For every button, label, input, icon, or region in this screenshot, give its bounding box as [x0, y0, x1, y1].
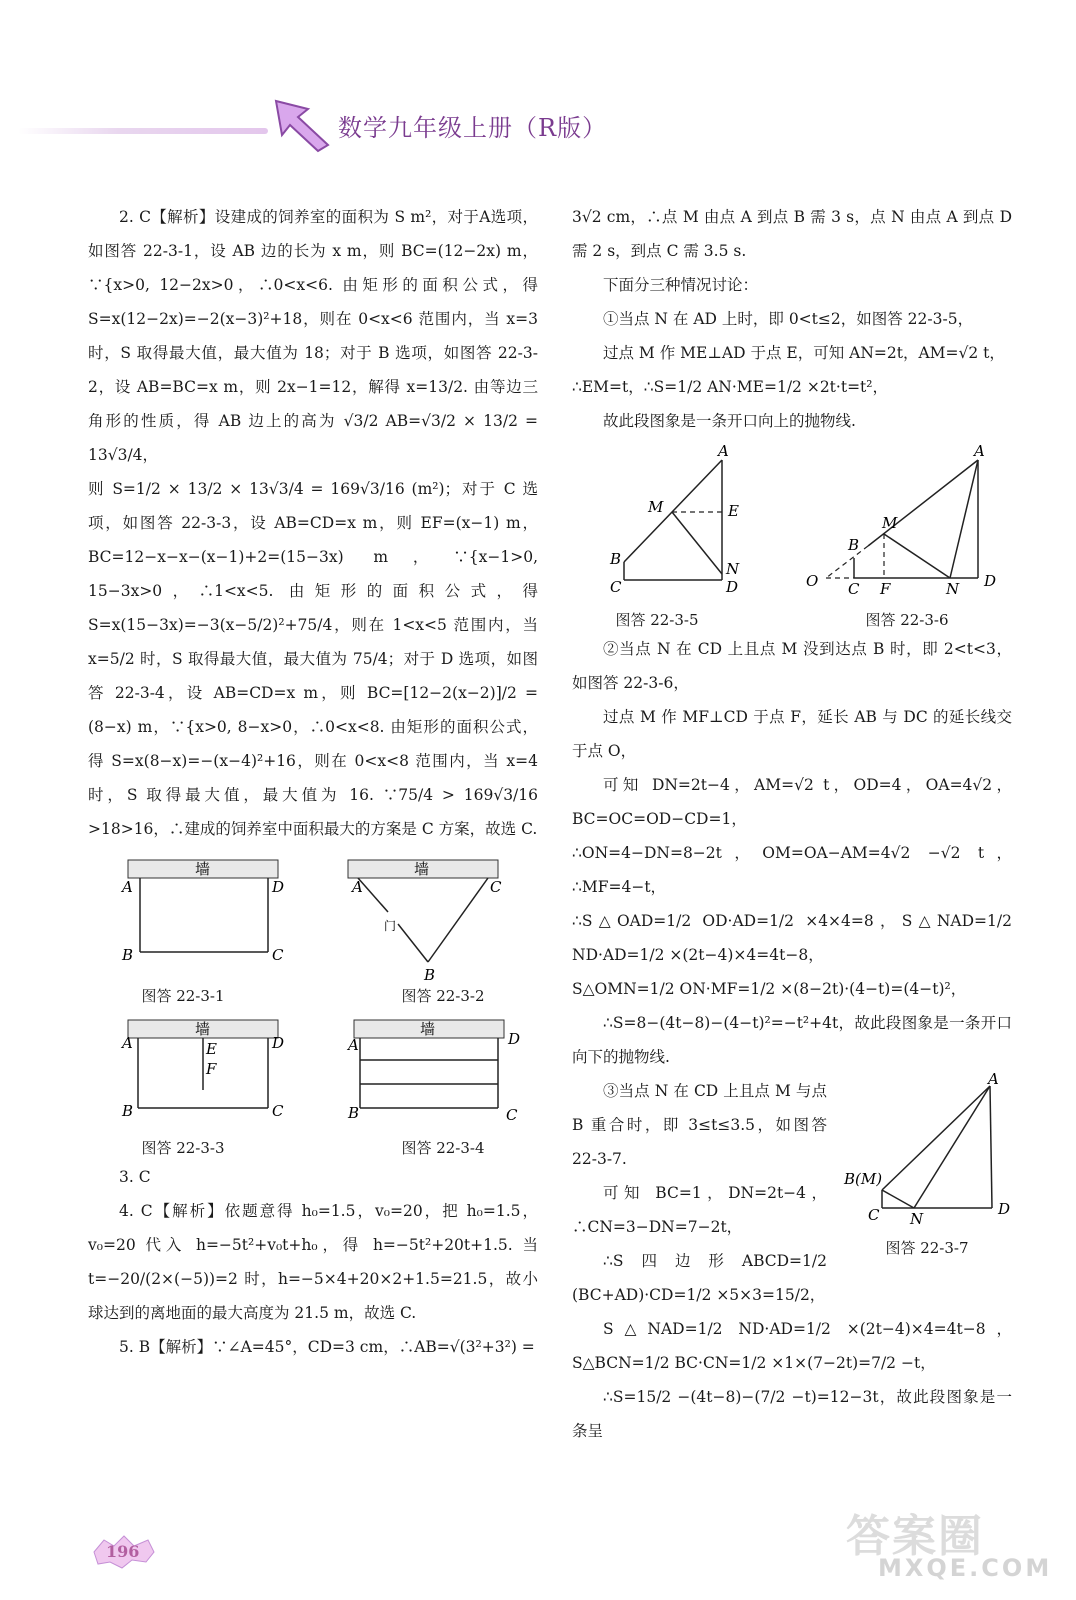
case-3-block [572, 1070, 1012, 1448]
answer-2-part-1: 2. C【解析】设建成的饲养室的面积为 S m²，对于A选项，如图答 22-3-1，设 AB 边的长为 x m，则 BC=(12−2x) m，∵{x>0, 12−2x>0，∴0<x<6. 由矩形的面积公式，得 S=x(12−2x)=−2(x−3)²+18，则在 0<x<6 范围内，当 x=3 时，S 取得最大值，最大值为 18；对于 B 选项，如图答 22-3-2，设 AB=BC=x m，则 2x−1=12，解得 x=13/2. 由等边三角形的性质，得 AB 边上的高为 √3/2 AB=√3/2 × 13/2 = 13√3/4， [88, 208, 538, 464]
watermark-url: MXQE.COM [878, 1554, 1053, 1582]
svg-text:C: C [868, 1206, 880, 1224]
svg-text:E: E [728, 502, 739, 520]
svg-text:E: E [206, 1040, 217, 1058]
case-1-heading: ①当点 N 在 AD 上时，即 0<t≤2，如图答 22-3-5， [603, 310, 974, 328]
svg-text:D: D [726, 578, 739, 596]
svg-text:N: N [726, 560, 740, 578]
svg-text:D: D [508, 1030, 521, 1048]
figure-22-3-1-drawing [88, 852, 285, 972]
svg-text:M: M [882, 514, 898, 532]
svg-text:D: D [272, 1034, 285, 1052]
svg-text:M: M [648, 498, 664, 516]
svg-text:门: 门 [384, 919, 397, 933]
figure-22-3-6 [802, 442, 1012, 632]
svg-text:B: B [848, 536, 860, 554]
svg-text:B: B [424, 966, 436, 984]
case-3-line-3: S△NAD=1/2 ND·AD=1/2 ×(2t−4)×4=4t−8，S△BCN=1/2 BC·CN=1/2 ×1×(7−2t)=7/2 −t， [572, 1320, 1012, 1372]
svg-text:B: B [122, 1102, 134, 1120]
page-header [0, 90, 1076, 160]
figure-22-3-4 [348, 1014, 538, 1160]
answer-2-part-2: 则 S=1/2 × 13/2 × 13√3/4 = 169√3/16 (m²)；对于 C 选项，如图答 22-3-3，设 AB=CD=x m，则 EF=(x−1) m，BC=12−x−x−(x−1)+2=(15−3x) m，∵{x−1>0, 15−3x>0，∴1<x<5. 由矩形的面积公式，得 S=x(15−3x)=−3(x−5/2)²+75/4，则在 1<x<5 范围内，当 x=5/2 时，S 取得最大值，最大值为 75/4；对于 D 选项，如图答 22-3-4，设 AB=CD=x m，则 BC=[12−2(x−2)]/2 =(8−x) m，∵{x>0, 8−x>0，∴0<x<8. 由矩形的面积公式，得 S=x(8−x)=−(x−4)²+16，则在 0<x<8 范围内，当 x=4 时，S 取得最大值，最大值为 16. ∵75/4 > 169√3/16 >18>16，∴建成的饲养室中面积最大的方案是 C 方案，故选 C. [88, 480, 538, 838]
answer-5-continued: 3√2 cm，∴点 M 由点 A 到点 B 需 3 s，点 N 由点 A 到点 D 需 2 s，到点 C 需 3.5 s. [572, 208, 1012, 260]
left-column [88, 200, 538, 1364]
svg-text:A: A [352, 878, 363, 896]
case-2-line-2: 可知 DN=2t−4，AM=√2 t，OD=4，OA=4√2，BC=OC=OD−CD=1， [572, 776, 1012, 828]
figure-22-3-2-drawing [348, 852, 538, 984]
figure-22-3-7 [842, 1070, 1012, 1260]
figures-row-2 [88, 1014, 538, 1160]
svg-text:B: B [122, 946, 134, 964]
figure-22-3-7-drawing [842, 1070, 1012, 1228]
svg-text:F: F [880, 580, 891, 598]
svg-text:A: A [122, 878, 133, 896]
svg-text:墙: 墙 [414, 860, 430, 878]
case-2-heading: ②当点 N 在 CD 上且点 M 没到达点 B 时，即 2<t<3，如图答 22-3-6， [572, 640, 1012, 692]
figure-22-3-1 [88, 852, 285, 1008]
case-3-line-1: 可知 BC=1，DN=2t−4，∴CN=3−DN=7−2t， [572, 1184, 827, 1236]
arrow-icon [268, 95, 338, 155]
case-3-line-2: ∴S四边形ABCD=1/2 (BC+AD)·CD=1/2 ×5×3=15/2， [572, 1252, 827, 1304]
svg-text:C: C [506, 1106, 518, 1124]
answer-5-start: 5. B【解析】∵∠A=45°，CD=3 cm，∴AB=√(3²+3²) = [119, 1338, 535, 1356]
figures-row-1 [88, 852, 538, 1008]
svg-text:A: A [988, 1070, 999, 1088]
svg-text:A: A [348, 1036, 359, 1054]
case-intro: 下面分三种情况讨论： [603, 276, 759, 294]
wall-label: 墙 [195, 860, 211, 878]
case-2-line-4: ∴S△OAD=1/2 OD·AD=1/2 ×4×4=8，S△NAD=1/2 ND·AD=1/2 ×(2t−4)×4=4t−8， [572, 912, 1012, 964]
svg-text:D: D [984, 572, 997, 590]
watermark-logo: 答案圈 [846, 1511, 984, 1562]
answer-3: 3. C [119, 1168, 151, 1186]
svg-text:B: B [348, 1104, 360, 1122]
svg-text:墙: 墙 [195, 1020, 211, 1038]
case-2-line-1: 过点 M 作 MF⊥CD 于点 F，延长 AB 与 DC 的延长线交于点 O， [572, 708, 1012, 760]
caption-22-3-7: 图答 22-3-7 [885, 1239, 969, 1257]
svg-text:D: D [998, 1200, 1011, 1218]
svg-text:N: N [946, 580, 960, 598]
caption-22-3-3: 图答 22-3-3 [141, 1139, 225, 1157]
figure-22-3-4-drawing [348, 1014, 538, 1124]
caption-22-3-2: 图答 22-3-2 [401, 987, 485, 1005]
case-2-line-3: ∴ON=4−DN=8−2t，OM=OA−AM=4√2 −√2 t，∴MF=4−t， [572, 844, 1012, 896]
case-1-line-2: ∴EM=t，∴S=1/2 AN·ME=1/2 ×2t·t=t²， [572, 378, 888, 396]
svg-text:D: D [272, 878, 285, 896]
svg-text:A: A [718, 442, 729, 460]
case-3-line-4: ∴S=15/2 −(4t−8)−(7/2 −t)=12−3t，故此段图象是一条呈 [572, 1388, 1012, 1440]
case-2-line-5: S△OMN=1/2 ON·MF=1/2 ×(8−2t)·(4−t)=(4−t)²， [572, 980, 967, 998]
answer-4: 4. C【解析】依题意得 h₀=1.5，v₀=20，把 h₀=1.5，v₀=20 代入 h=−5t²+v₀t+h₀，得 h=−5t²+20t+1.5. 当 t=−20/(2×(−5))=2 时，h=−5×4+20×2+1.5=21.5，故小球达到的离地面的最大高度为 21.5 m，故选 C. [88, 1202, 538, 1322]
figure-22-3-3 [88, 1014, 285, 1160]
figure-22-3-6-drawing [802, 442, 1012, 598]
case-1-line-1: 过点 M 作 ME⊥AD 于点 E，可知 AN=2t，AM=√2 t， [603, 344, 1005, 362]
svg-text:N: N [910, 1210, 924, 1228]
svg-text:C: C [272, 946, 284, 964]
header-decoration [18, 128, 268, 134]
page-number-badge [92, 1534, 156, 1570]
case-1-conclusion: 故此段图象是一条开口向上的抛物线. [603, 412, 856, 430]
figure-22-3-5-drawing [572, 442, 742, 596]
figure-22-3-2 [348, 852, 538, 1008]
svg-text:O: O [806, 572, 819, 590]
caption-22-3-5: 图答 22-3-5 [615, 611, 699, 629]
svg-text:C: C [490, 878, 502, 896]
watermark [846, 1500, 1061, 1590]
caption-22-3-1: 图答 22-3-1 [141, 987, 225, 1005]
case-2-conclusion: ∴S=8−(4t−8)−(4−t)²=−t²+4t，故此段图象是一条开口向下的抛物线. [572, 1014, 1012, 1066]
svg-text:墙: 墙 [420, 1020, 436, 1038]
figure-22-3-5 [572, 442, 742, 632]
svg-text:C: C [272, 1102, 284, 1120]
case-3-heading: ③当点 N 在 CD 上且点 M 与点 B 重合时，即 3≤t≤3.5，如图答 22-3-7. [572, 1082, 827, 1168]
svg-text:B(M): B(M) [844, 1170, 883, 1188]
svg-text:B: B [610, 550, 622, 568]
svg-text:A: A [974, 442, 985, 460]
svg-text:A: A [122, 1034, 133, 1052]
svg-text:C: C [848, 580, 860, 598]
right-column [572, 200, 1012, 1448]
figure-22-3-3-drawing [88, 1014, 285, 1124]
page-number: 196 [106, 1542, 140, 1561]
svg-text:C: C [610, 578, 622, 596]
header-title: 数学九年级上册（R版） [338, 114, 608, 142]
svg-text:F: F [206, 1060, 217, 1078]
caption-22-3-4: 图答 22-3-4 [401, 1139, 485, 1157]
caption-22-3-6: 图答 22-3-6 [865, 611, 949, 629]
figures-row-3 [572, 442, 1012, 632]
